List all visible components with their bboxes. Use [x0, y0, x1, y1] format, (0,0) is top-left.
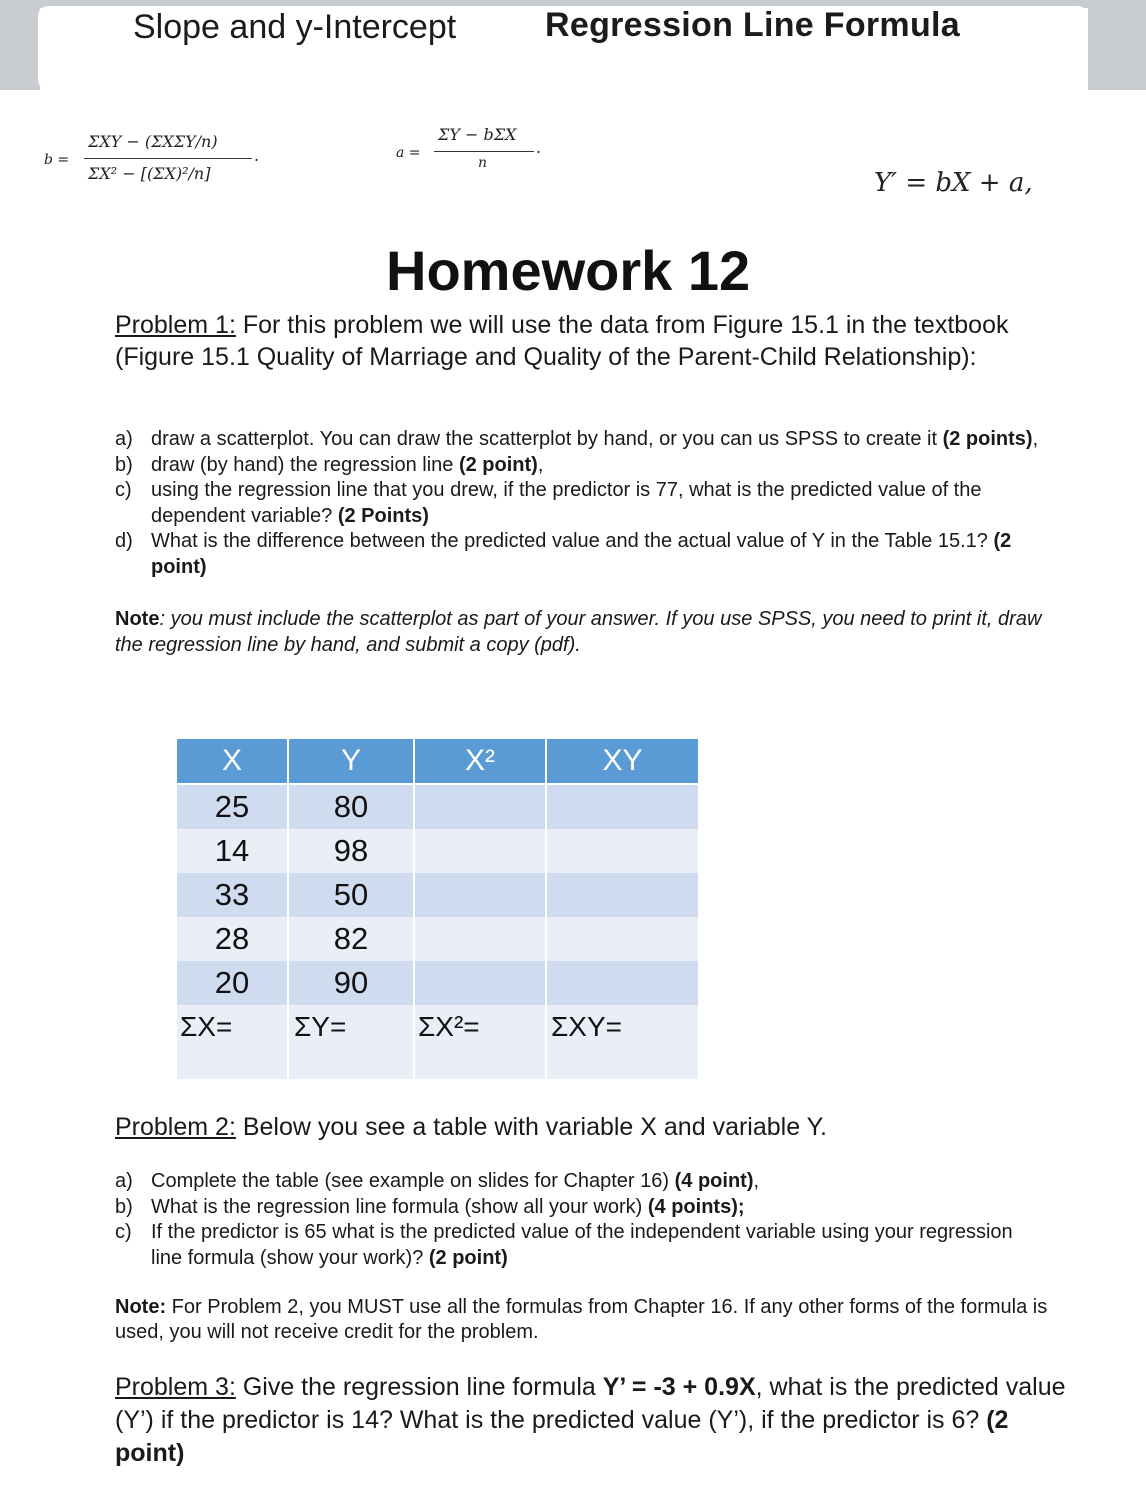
item-text: Complete the table (see example on slides for Chapter 16)	[151, 1170, 675, 1192]
cell-x: 25	[214, 789, 250, 824]
row-divider	[545, 873, 547, 917]
note-text: : you must include the scatterplot as part of your answer. If you use SPSS, you need to print it, draw the regression line by hand, and submit a copy (pdf).	[115, 608, 1042, 656]
problem-3-formula: Y’ = -3 + 0.9X	[602, 1373, 756, 1401]
header-x: X	[221, 744, 242, 777]
header-left-band	[0, 0, 40, 90]
problem-1-label: Problem 1:	[115, 311, 236, 339]
problem-2-item-a	[115, 1169, 1035, 1195]
item-points: (4 points);	[647, 1195, 745, 1218]
item-text: What is the difference between the predicted value and the actual value of Y in the Table 15.1?	[151, 530, 994, 552]
header-x-squared: X²	[465, 744, 495, 777]
cell-y: 98	[333, 833, 369, 868]
cell-y: 50	[333, 877, 369, 912]
row-divider	[545, 1005, 547, 1079]
row-divider	[287, 1005, 289, 1079]
item-marker: a)	[115, 428, 133, 450]
cell-y: 90	[333, 965, 369, 1000]
homework-title: Homework 12	[386, 239, 751, 302]
table-row	[177, 785, 698, 829]
header-y: Y	[340, 744, 361, 777]
item-points: (2 Points)	[337, 504, 429, 527]
problem-1-item-b	[115, 453, 1055, 479]
sum-x-squared-label: ΣX²=	[418, 1011, 480, 1042]
item-points: (2 point)	[151, 530, 1012, 578]
problem-3-text-1: Give the regression line formula	[235, 1373, 603, 1401]
note-text: For Problem 2, you MUST use all the formulas from Chapter 16. If any other forms of the formula is used, you will not receive credit for the problem.	[115, 1296, 1048, 1343]
row-divider	[413, 785, 415, 829]
problem-1-intro	[115, 309, 1075, 373]
row-divider	[545, 917, 547, 961]
problem-3	[115, 1371, 1075, 1470]
item-marker: b)	[115, 453, 133, 476]
sum-x-label: ΣX=	[180, 1011, 233, 1042]
item-marker: a)	[115, 1170, 133, 1192]
item-points: (2 point)	[458, 453, 538, 476]
slope-formula-period: .	[254, 146, 260, 165]
cell-x: 33	[214, 877, 250, 912]
problem-1-item-a	[115, 427, 1055, 453]
note-label: Note	[115, 608, 160, 630]
intercept-fraction-bar	[434, 151, 534, 152]
item-suffix: ,	[753, 1170, 760, 1192]
header-xy: XY	[602, 744, 643, 777]
sum-xy-label: ΣXY=	[551, 1011, 623, 1042]
table-row	[177, 961, 698, 1005]
row-divider	[545, 829, 547, 873]
table-row	[177, 829, 698, 873]
problem-3-label: Problem 3:	[115, 1373, 236, 1401]
item-suffix: ,	[537, 453, 544, 476]
row-divider	[413, 961, 415, 1005]
intercept-formula-denominator: n	[478, 155, 488, 171]
item-points: (2 point)	[428, 1246, 508, 1269]
item-text: draw (by hand) the regression line	[151, 453, 459, 476]
row-divider	[545, 961, 547, 1005]
cell-y: 82	[333, 921, 369, 956]
slope-fraction-bar	[84, 158, 252, 159]
cell-y: 80	[333, 789, 369, 824]
table-row	[177, 873, 698, 917]
problem-2-label: Problem 2:	[115, 1113, 236, 1141]
item-marker: c)	[115, 479, 132, 501]
problem-2-note	[115, 1295, 1075, 1345]
slope-formula-denominator: ΣX² − [(ΣX)²/n]	[88, 164, 211, 183]
sum-y-label: ΣY=	[294, 1011, 347, 1042]
problem-1-list	[115, 427, 1055, 580]
problem-2-item-c	[115, 1220, 1035, 1271]
row-divider	[413, 917, 415, 961]
problem-2-item-b	[115, 1195, 1035, 1221]
row-divider	[413, 1005, 415, 1079]
slope-formula-numerator: ΣXY − (ΣXΣY/n)	[88, 132, 218, 151]
item-points: (2 points)	[942, 428, 1033, 450]
cell-x: 14	[214, 833, 250, 868]
item-text: If the predictor is 65 what is the predicted value of the independent variable using your regression line formula (show your work)?	[151, 1221, 1013, 1269]
row-divider	[413, 873, 415, 917]
slope-intercept-title: Slope and y-Intercept	[133, 8, 457, 46]
regression-line-formula: Y′ = bX + a,	[874, 168, 1033, 198]
problem-1-intro-text: For this problem we will use the data from Figure 15.1 in the textbook (Figure 15.1 Quality of Marriage and Quality of the Parent-Child Relationship):	[115, 311, 1009, 371]
item-text: draw a scatterplot. You can draw the scatterplot by hand, or you can us SPSS to create it	[151, 428, 943, 450]
cell-x: 28	[214, 921, 250, 956]
cell-x: 20	[214, 965, 250, 1000]
intercept-formula-lhs: a =	[396, 145, 421, 161]
item-points: (4 point)	[674, 1170, 754, 1192]
problem-3-text-2: , what is the predicted value (Y’) if the predictor is 14? What is the predicted value (Y’), if the predictor is 6?	[115, 1373, 1066, 1434]
table-row	[177, 917, 698, 961]
item-marker: d)	[115, 530, 133, 552]
table-header-row	[177, 739, 698, 783]
regression-formula-title: Regression Line Formula	[545, 6, 960, 44]
intercept-formula-numerator: ΣY − bΣX	[438, 125, 517, 144]
table-sum-row	[177, 1005, 698, 1079]
intercept-formula-period: .	[536, 138, 542, 157]
problem-1-note	[115, 606, 1045, 658]
problem-1-item-c	[115, 478, 1055, 529]
note-label: Note:	[115, 1296, 167, 1318]
item-text: What is the regression line formula (show all your work)	[151, 1195, 648, 1218]
problem-1-item-d	[115, 529, 1055, 580]
item-suffix: ,	[1032, 428, 1039, 450]
item-marker: c)	[115, 1221, 132, 1243]
item-marker: b)	[115, 1195, 133, 1218]
problem-2-intro-text: Below you see a table with variable X and variable Y.	[235, 1113, 828, 1141]
problem-2-intro	[115, 1111, 1075, 1143]
item-text: using the regression line that you drew, if the predictor is 77, what is the predicted value of the dependent variable?	[151, 479, 982, 527]
slope-formula-lhs: b =	[44, 152, 70, 168]
problem-3-points: (2 point)	[115, 1406, 1009, 1467]
problem-2-list	[115, 1169, 1035, 1271]
row-divider	[545, 785, 547, 829]
header-right-band	[1088, 0, 1146, 90]
row-divider	[413, 829, 415, 873]
